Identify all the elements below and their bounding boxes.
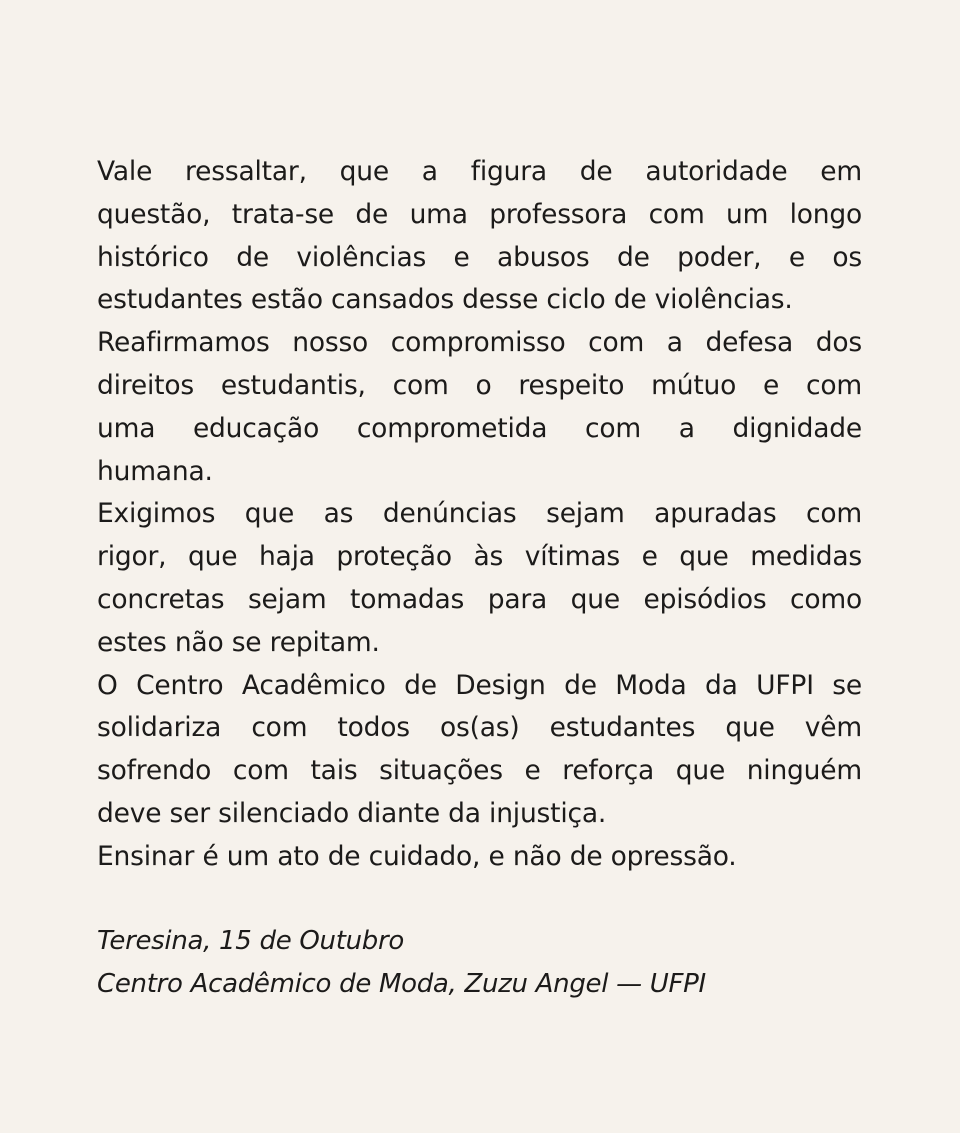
text-line: histórico de violências e abusos de poder, e os — [97, 241, 862, 273]
text-line: estudantes estão cansados desse ciclo de violências. — [97, 284, 793, 316]
text-line: direitos estudantis, com o respeito mútuo e com — [97, 369, 862, 401]
text-line: sofrendo com tais situações e reforça que ninguém — [97, 755, 862, 787]
paragraph — [97, 322, 862, 493]
signature-block — [97, 920, 706, 1006]
document-body — [97, 151, 862, 879]
text-line: estes não se repitam. — [97, 626, 380, 658]
paragraph — [97, 836, 862, 879]
signature-organization: Centro Acadêmico de Moda, Zuzu Angel — UFPI — [97, 969, 706, 999]
text-line: rigor, que haja proteção às vítimas e que medidas — [97, 541, 862, 573]
signature-place-date: Teresina, 15 de Outubro — [97, 926, 404, 956]
text-line: Vale ressaltar, que a figura de autoridade em — [97, 156, 862, 187]
text-line: humana. — [97, 455, 213, 487]
paragraph — [97, 665, 862, 836]
text-line: deve ser silenciado diante da injustiça. — [97, 797, 607, 829]
text-line: Ensinar é um ato de cuidado, e não de opressão. — [97, 840, 737, 872]
text-line: Exigimos que as denúncias sejam apuradas com — [97, 498, 862, 530]
paragraph — [97, 151, 862, 322]
text-line: Reafirmamos nosso compromisso com a defesa dos — [97, 327, 862, 359]
text-line: concretas sejam tomadas para que episódios como — [97, 583, 862, 615]
paragraph — [97, 493, 862, 664]
text-line: solidariza com todos os(as) estudantes que vêm — [97, 712, 862, 744]
text-line: questão, trata-se de uma professora com um longo — [97, 198, 862, 230]
text-line: uma educação comprometida com a dignidade — [97, 412, 862, 444]
text-line: O Centro Acadêmico de Design de Moda da UFPI se — [97, 669, 862, 701]
